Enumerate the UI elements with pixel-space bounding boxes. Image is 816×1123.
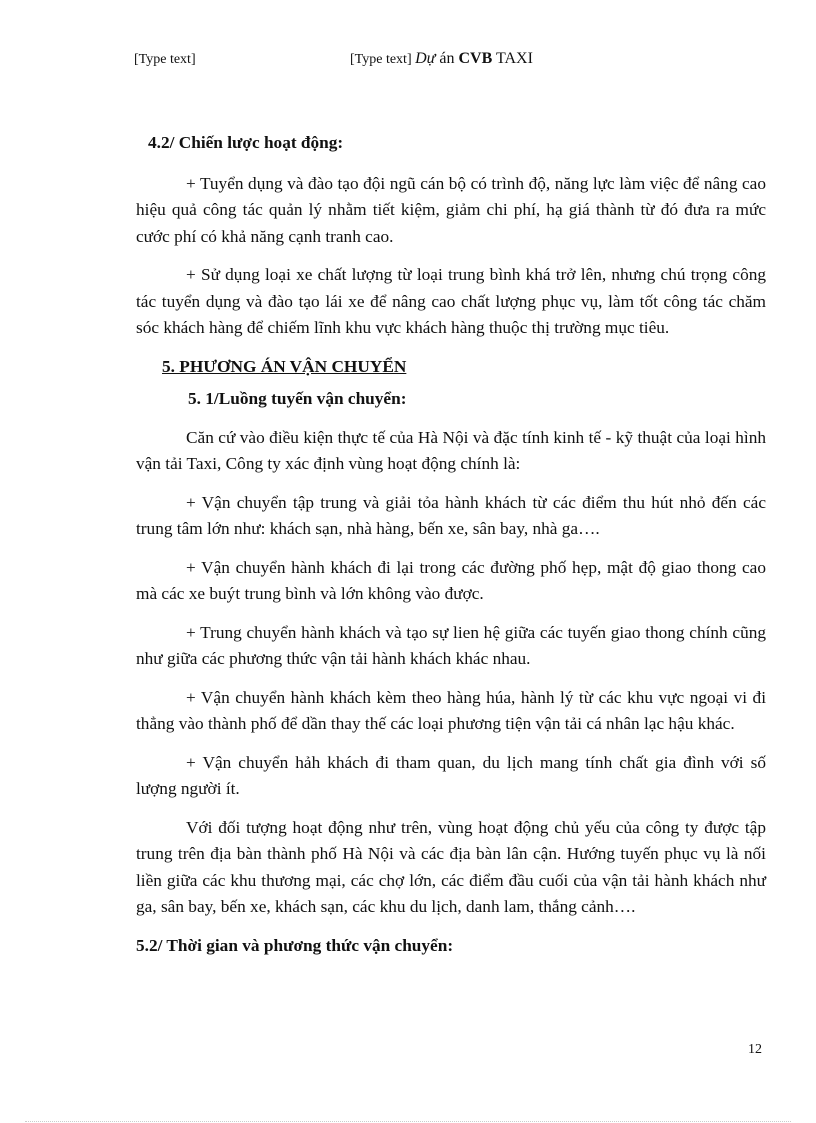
paragraph-transfer: + Trung chuyển hành khách và tạo sự lien hệ giữa các tuyến giao thong chính cũng như giữa các phương thức vận tải hành khách khác nhau. [136,622,766,668]
heading-transport-routes: 5. 1/Luồng tuyến vận chuyển: [188,389,407,408]
header-title-italic: Dự [415,50,436,67]
header-left-text: [Type text] [134,52,196,67]
paragraph-vehicle-quality: + Sử dụng loại xe chất lượng từ loại trung bình khá trở lên, nhưng chú trọng công tác tuyển dụng và đào tạo lái xe để nâng cao chất lượng phục vụ, làm tốt công tác chăm sóc khách hàng để chiếm lĩnh khu vực khách hàng thuộc thị trường mục tiêu. [136,265,766,337]
paragraph-operating-area: Căn cứ vào điều kiện thực tế của Hà Nội và đặc tính kinh tế - kỹ thuật của loại hình vận tải Taxi, Công ty xác định vùng hoạt động chính là: [136,427,766,473]
page-number: 12 [748,1042,762,1057]
heading-transport-plan: 5. PHƯƠNG ÁN VẬN CHUYỂN [162,356,407,376]
header-right-text [350,50,533,68]
paragraph-service-area: Với đối tượng hoạt động như trên, vùng hoạt động chủ yếu của công ty được tập trung trên địa bàn thành phố Hà Nội và các địa bàn lân cận. Hướng tuyến phục vụ là nối liền giữa các khu thương mại, các chợ lớn, các điểm đầu cuối của vận tải hành khách như ga, sân bay, bến xe, khách sạn, các khu du lịch, danh lam, thắng cảnh…. [136,817,766,916]
paragraph-transport-hubs: + Vận chuyển tập trung và giải tỏa hành khách từ các điểm thu hút nhỏ đến các trung tâm lớn như: khách sạn, nhà hàng, bến xe, sân bay, nhà ga…. [136,492,766,538]
header-title-c: TAXI [492,50,533,67]
paragraph-tourism: + Vận chuyển hảh khách đi tham quan, du lịch mang tính chất gia đình với số lượng người ít. [136,752,766,798]
header-right-prefix: [Type text] [350,52,412,67]
heading-strategy: 4.2/ Chiến lược hoạt động: [148,133,344,152]
header-title-a: án [435,50,459,67]
heading-time-and-method: 5.2/ Thời gian và phương thức vận chuyển: [136,935,454,955]
page-header [134,50,756,72]
paragraph-narrow-streets: + Vận chuyển hành khách đi lại trong các đường phố hẹp, mật độ giao thong cao mà các xe buýt trung bình và lớn không vào được. [136,557,766,603]
document-body [136,130,766,959]
page-bottom-divider [25,1121,791,1122]
paragraph-recruitment: + Tuyển dụng và đào tạo đội ngũ cán bộ có trình độ, năng lực làm việc để nâng cao hiệu quả công tác quản lý nhằm tiết kiệm, giảm chi phí, hạ giá thành từ đó đưa ra mức cước phí có khả năng cạnh tranh cao. [136,173,766,246]
paragraph-luggage: + Vận chuyển hành khách kèm theo hàng húa, hành lý từ các khu vực ngoại vi đi thẳng vào thành phố để dần thay thế các loại phương tiện vận tải cá nhân lạc hậu khác. [136,687,766,733]
header-title-bold: CVB [458,50,493,67]
